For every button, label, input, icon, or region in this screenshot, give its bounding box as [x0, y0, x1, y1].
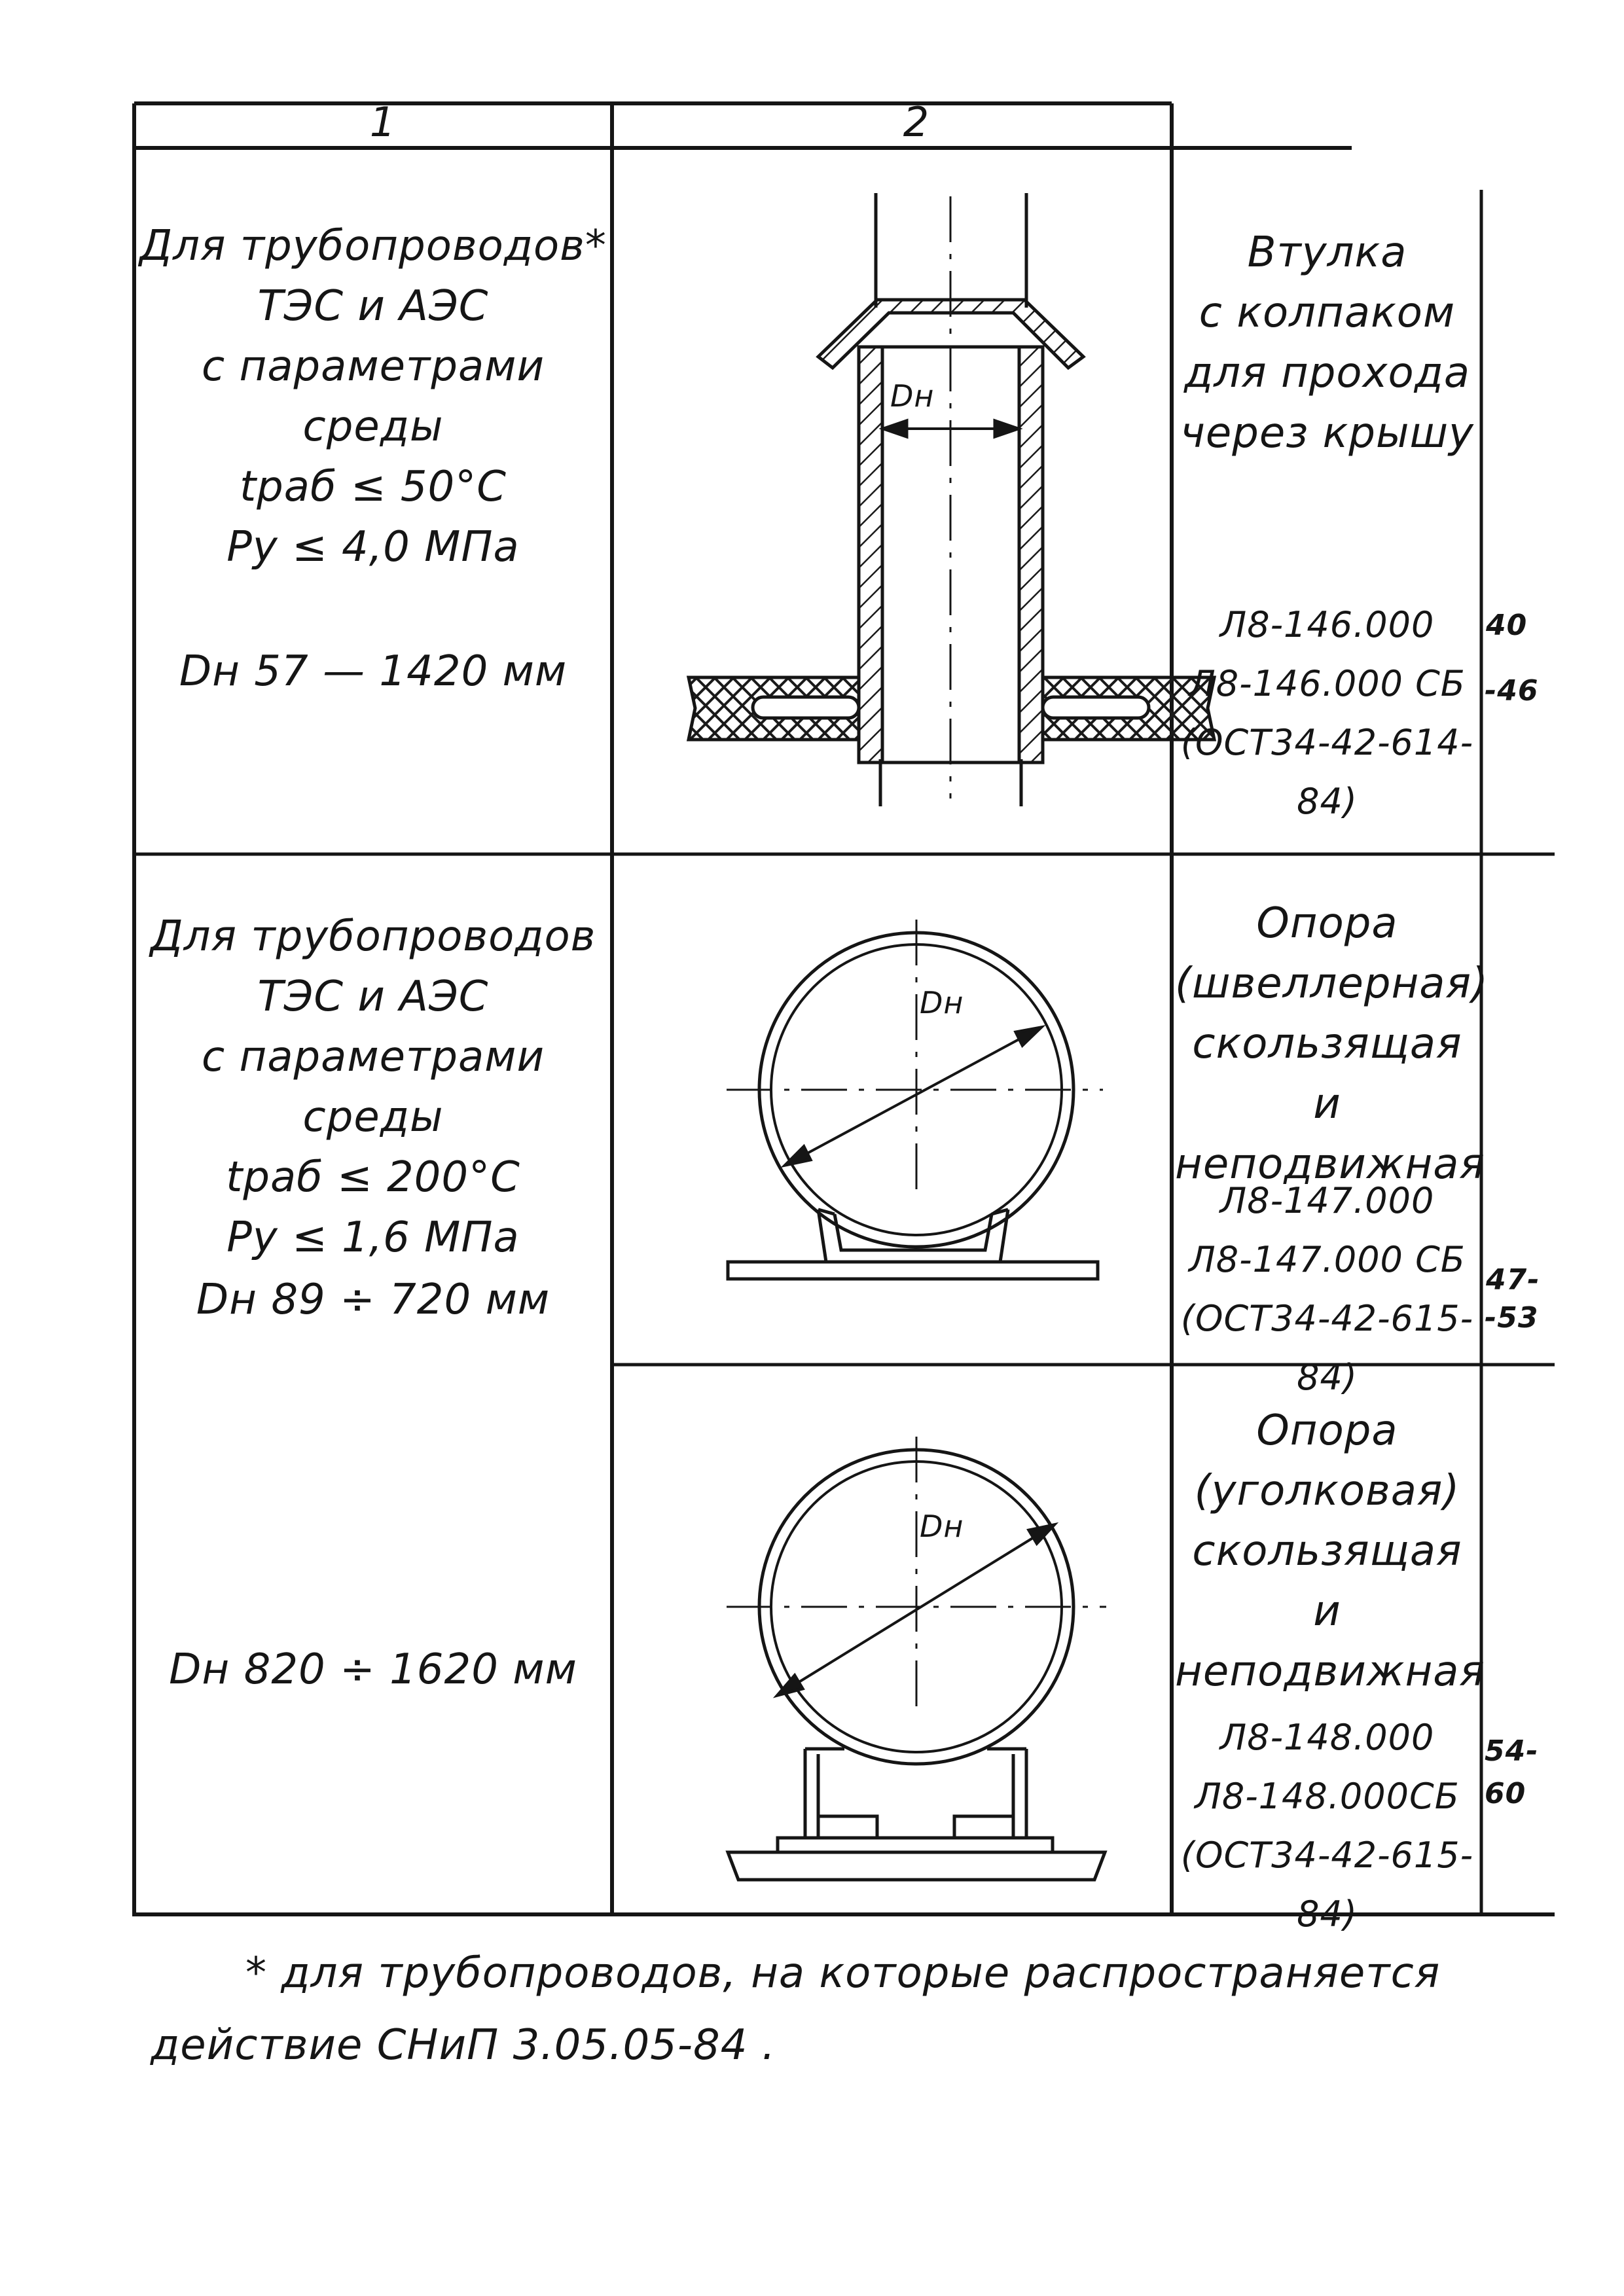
row3-page-end: 60 [1485, 1777, 1526, 1810]
footnote-line-2: действие СНиП 3.05.05-84 . [151, 2021, 776, 2070]
row1-page-end: -46 [1485, 674, 1539, 708]
row3-page-start: 54- [1485, 1734, 1539, 1768]
row3-item-name: Опора (уголковая) скользящая и неподвижная [1175, 1407, 1485, 1696]
row2-dn-label: Dн [920, 985, 964, 1020]
row1-item-name: Втулка с колпаком для прохода через крышу [1180, 228, 1474, 457]
row1-size-range: Dн 57 — 1420 мм [179, 647, 568, 696]
column-header-2: 2 [903, 98, 930, 146]
channel-support-drawing [727, 920, 1103, 1279]
row3-dn-label: Dн [920, 1509, 964, 1544]
row2-size-range: Dн 89 ÷ 720 мм [196, 1276, 550, 1324]
sleeve-drawing [689, 193, 1214, 806]
row1-conditions: Для трубопроводов* ТЭС и АЭС с параметрами среды tраб ≤ 50°C Py ≤ 4,0 МПа [139, 222, 607, 571]
row2-page-end: -53 [1485, 1301, 1539, 1335]
row3-doc-codes: Л8-148.000 Л8-148.000СБ (ОСТ34-42-615-84) [1180, 1717, 1474, 1935]
footnote-line-1: * для трубопроводов, на которые распространяется [245, 1949, 1441, 1998]
angle-support-drawing [727, 1437, 1106, 1880]
row2-item-name: Опора (швеллерная) скользящая и неподвижная [1175, 899, 1489, 1189]
row3-size-range: Dн 820 ÷ 1620 мм [169, 1645, 577, 1694]
row2-page-start: 47- [1486, 1263, 1540, 1297]
row1-doc-codes: Л8-146.000 Л8-146.000 СБ (ОСТ34-42-614-84) [1180, 604, 1474, 822]
column-header-1: 1 [369, 98, 397, 146]
row2-conditions: Для трубопроводов ТЭС и АЭС с параметрами среды tраб ≤ 200°C Py ≤ 1,6 МПа [150, 912, 596, 1262]
row1-dn-label: Dн [890, 378, 935, 414]
row1-page-start: 40 [1486, 609, 1528, 642]
row2-doc-codes: Л8-147.000 Л8-147.000 СБ (ОСТ34-42-615-84) [1180, 1180, 1474, 1398]
